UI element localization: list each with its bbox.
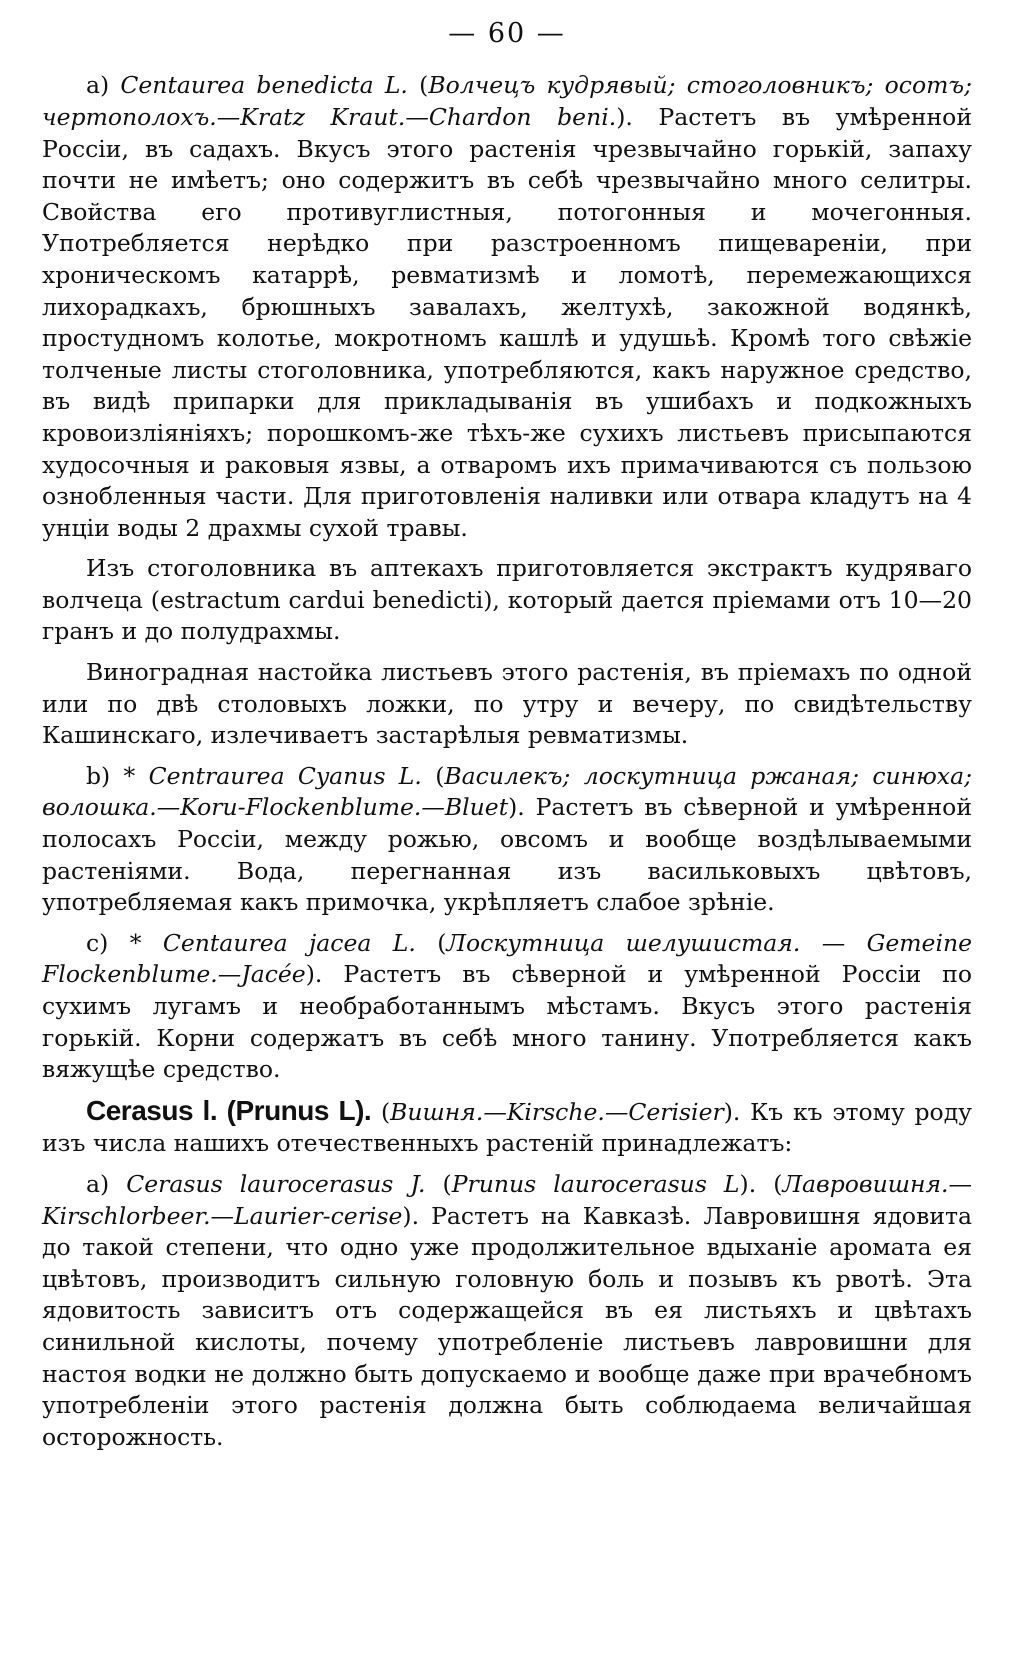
body-text: Виноградная настойка листьевъ этого растенія, въ пріемахъ по одной или по двѣ столовыхъ ложки, по утру и вечеру, по свидѣтельству Кашинскаго, излечиваетъ застарѣлыя ревматизмы. [42, 658, 972, 750]
italic-text: Centaurea jacea L. [162, 928, 416, 957]
italic-text: Лавровишня.—Kirschlorbeer.—Laurier-cerise [42, 1169, 972, 1230]
body-text: ). Къ къ этому роду изъ числа нашихъ отечественныхъ растеній принадлежатъ: [42, 1097, 973, 1158]
italic-text: Волчецъ кудрявый; стоголовникъ; осотъ; чертополохъ.—Kratz Kraut.—Chardon beni. [42, 71, 972, 131]
italic-text: Centraurea Cyanus L. [148, 761, 422, 790]
body-text: ( [421, 761, 445, 790]
genus-heading: Cerasus l. (Prunus L). [86, 1094, 372, 1126]
italic-text: Вишня.—Kirsche.—Cerisier [390, 1097, 724, 1126]
body-text: ( [425, 1169, 452, 1198]
body-text: ). Растетъ въ сѣверной и умѣренной полосахъ Россіи, между рожью, овсомъ и вообще воздѣлываемыми растеніями. Вода, перегнанная изъ васильковыхъ цвѣтовъ, употребляемая какъ примочка, укрѣпляетъ слабое зрѣніе. [42, 793, 972, 917]
body-text: ). ( [739, 1169, 783, 1198]
paragraph-cerasus-genus [42, 1095, 972, 1160]
body-text: b) * [86, 761, 149, 790]
book-page [42, 18, 972, 1462]
paragraph-centaurea-cyanus [42, 761, 972, 919]
paragraph-tincture [42, 657, 972, 752]
body-text: ( [371, 1097, 391, 1126]
italic-text: Centaurea benedicta L. [120, 71, 408, 100]
paragraph-cerasus-laurocerasus [42, 1169, 972, 1453]
page-number: — 60 — [448, 18, 566, 49]
italic-text: Лоскутница шелушистая. — Gemeine Flockenblume.—Jacée [42, 928, 972, 989]
body-text: a) [86, 71, 121, 100]
page-body [42, 70, 972, 1453]
body-text: c) * [86, 928, 163, 957]
paragraph-centaurea-jacea [42, 928, 972, 1086]
body-text: a) [86, 1169, 127, 1198]
paragraph-extract [42, 553, 972, 648]
body-text: ). Растетъ на Кавказѣ. Лавровишня ядовита до такой степени, что одно уже продолжительное вдыханіе аромата ея цвѣтовъ, производитъ сильную головную боль и позывъ къ рвотѣ. Эта ядовитость зависитъ отъ содержащейся въ ея листьяхъ и цвѣтахъ синильной кислоты, почему употребленіе листьевъ лавровишни для настоя водки не должно быть допускаемо и вообще даже при врачебномъ употребленіи этого растенія должна быть соблюдаема величайшая осторожность. [42, 1201, 972, 1451]
body-text: Изъ стоголовника въ аптекахъ приготовляется экстрактъ кудряваго волчеца (estractum cardui benedicti), который дается пріемами отъ 10—20 гранъ и до полудрахмы. [42, 554, 972, 646]
body-text: ( [415, 928, 447, 957]
body-text: ( [407, 71, 429, 100]
body-text: ). Растетъ въ сѣверной и умѣренной Россіи по сухимъ лугамъ и необработаннымъ мѣстамъ. Вкусъ этого растенія горькій. Корни содержатъ въ себѣ много танину. Употребляется какъ вяжущѣе средство. [42, 960, 972, 1084]
body-text: ). Растетъ въ умѣренной Россіи, въ садахъ. Вкусъ этого растенія чрезвычайно горькій, запаху почти не имѣетъ; оно содержитъ въ себѣ чрезвычайно много селитры. Свойства его противуглистныя, потогонныя и мочегонныя. Употребляется нерѣдко при разстроенномъ пищевареніи, при хроническомъ катаррѣ, ревматизмѣ и ломотѣ, перемежающихся лихорадкахъ, брюшныхъ завалахъ, желтухѣ, закожной водянкѣ, простудномъ колотье, мокротномъ кашлѣ и удушьѣ. Кромѣ того свѣжіе толченые листы стоголовника, употребляются, какъ наружное средство, въ видѣ припарки для прикладыванія въ ушибахъ и подкожныхъ кровоизліяніяхъ; порошкомъ-же тѣхъ-же сухихъ листьевъ присыпаются худосочныя и раковыя язвы, а отваромъ ихъ примачиваются съ пользою ознобленныя части. Для приготовленія наливки или отвара кладутъ на 4 унціи воды 2 драхмы сухой травы. [42, 102, 972, 542]
paragraph-centaurea-benedicta [42, 70, 972, 544]
italic-text: Prunus laurocerasus L [451, 1169, 740, 1198]
italic-text: Василекъ; лоскутница ржаная; синюха; волошка.—Koru-Flockenblume.—Bluet [42, 761, 972, 822]
italic-text: Cerasus laurocerasus J. [126, 1169, 426, 1198]
